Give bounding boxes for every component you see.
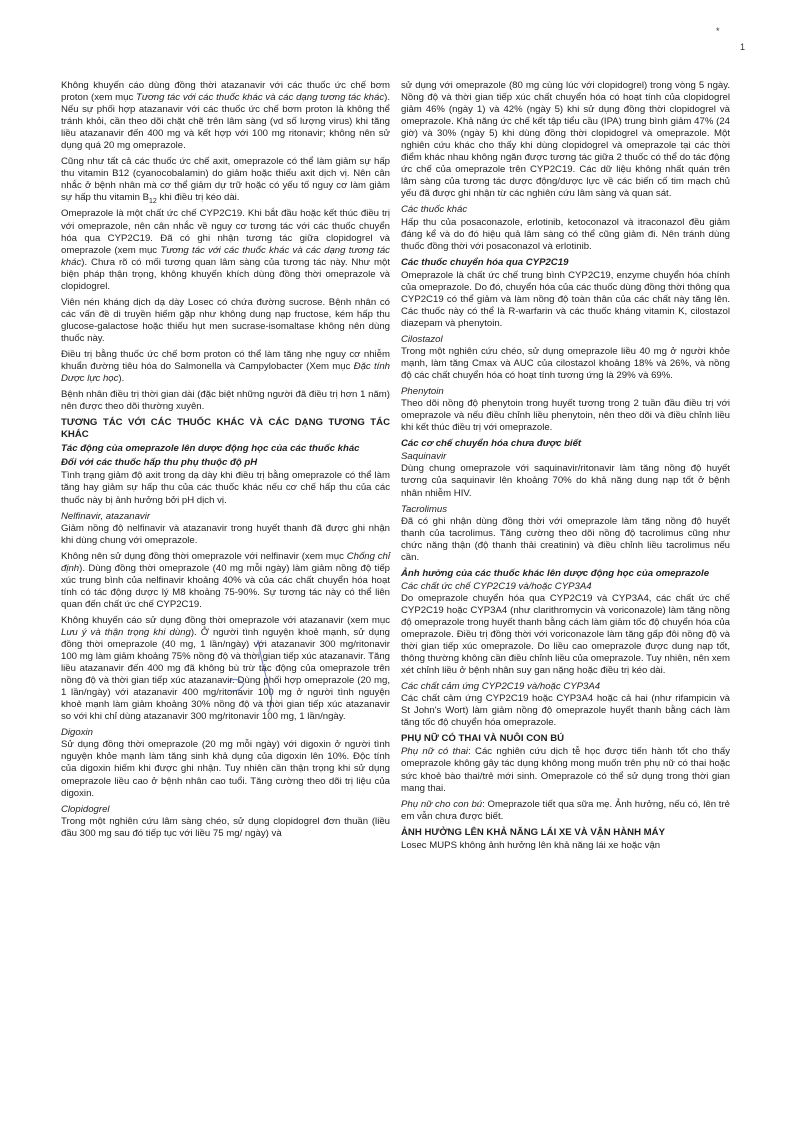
paragraph: Các chất cảm ứng CYP2C19 hoặc CYP3A4 hoặc cả hai (như rifampicin và St John's Wort) làm giảm nồng độ omeprazole huyết thanh bằng cách làm tăng tốc độ chuyển hóa omeprazole. [401,693,730,729]
paragraph: Giảm nồng độ nelfinavir và atazanavir trong huyết thanh đã được ghi nhận khi dùng chung với omeprazole. [61,522,390,546]
drug-subheading: Nelfinavir, atazanavir [61,510,151,522]
drug-subheading: Cilostazol [401,333,443,345]
paragraph: Theo dõi nồng độ phenytoin trong huyết tương trong 2 tuần đầu điều trị với omeprazole và nếu điều chỉnh liều phenytoin, nên theo dõi và điều chỉnh liều khi kết thúc điều trị với omeprazole. [401,398,730,434]
corner-mark-star: * [716,26,720,36]
paragraph: Cũng như tất cả các thuốc ức chế axit, omeprazole có thể làm giảm sự hấp thu vitamin B12 (cyanocobalamin) do giảm hoặc thiếu axit dịch vị. Nên cân nhắc ở bệnh nhân mà cơ thể giảm dự trữ hoặc có yếu tố nguy cơ làm giảm sự hấp thu vitamin $B_{12}$ khi điều trị kéo dài. [61,156,390,206]
paragraph: Không khuyến cáo dùng đồng thời atazanavir với các thuốc ức chế bơm proton (xem mục Tương tác với các thuốc khác và các dạng tương tác khác). Nếu sự phối hợp atazanavir với các thuốc ức chế bơm proton là không thể tránh khỏi, cần theo dõi chặt chẽ trên lâm sàng (vd số lượng virus) khi tăng liều atazanavir đến 400 mg và kết hợp với 100 mg ritonavir; không nên sử dụng quá 20 mg omeprazole. [61,80,390,152]
right-column [401,80,730,856]
paragraph: Omeprazole là chất ức chế trung bình CYP2C19, enzyme chuyển hóa chính của omeprazole. Do đó, chuyển hóa của các thuốc dùng đồng thời thông qua CYP2C19 có thể giảm và làm nồng độ toàn thân của các chất này tăng lên. Các thuốc này có thể là R-warfarin và các thuốc kháng vitamin K, cilostazol diazepam và phenytoin. [401,269,730,329]
paragraph: Không nên sử dụng đồng thời omeprazole với nelfinavir (xem mục Chống chỉ định). Dùng đồng thời omeprazole (40 mg mỗi ngày) làm giảm nồng độ tiếp xúc trung bình của nelfinavir khoảng 40% và của các chất chuyển hóa hoạt tính có tác động dược lý M8 khoảng 75-90%. Sự tương tác này có thể liên quan đến chất ức chế CYP2C19. [61,550,390,610]
drug-subheading: Các chất ức chế CYP2C19 và/hoặc CYP3A4 [401,580,592,592]
paragraph: Hấp thu của posaconazole, erlotinib, ketoconazol và itraconazol đều giảm đáng kể và do đó hiệu quả lâm sàng có thể cũng giảm đi. Nên tránh dùng thuốc đồng thời với posaconazol và erlotinib. [401,216,730,252]
section-heading: ẢNH HƯỞNG LÊN KHẢ NĂNG LÁI XE VÀ VẬN HÀNH MÁY [401,826,665,838]
paragraph: Bệnh nhân điều trị thời gian dài (đặc biệt những người đã điều trị hơn 1 năm) nên được theo dõi thường xuyên. [61,389,390,413]
paragraph: Phụ nữ có thai: Các nghiên cứu dịch tễ học được tiến hành tốt cho thấy omeprazole không gây tác dụng không mong muốn trên phụ nữ có thai hoặc sức khoẻ bào thai/trẻ mới sinh. Omeprazole có thể sử dụng trong thời gian mang thai. [401,746,730,794]
drug-subheading: Digoxin [61,727,93,739]
drug-subheading: Saquinavir [401,451,447,463]
paragraph: Do omeprazole chuyển hóa qua CYP2C19 và CYP3A4, các chất ức chế CYP2C19 hoặc CYP3A4 (như clarithromycin và voriconazole) làm tăng nồng độ omeprazole trong huyết thanh bằng cách làm giảm tốc độ chuyển hóa của omeprazole. Điều trị đồng thời với voriconazole làm tăng gấp đôi nồng độ và thời gian tiếp xúc omeprazole. Do liều cao omeprazole được dung nạp tốt, thông thường không cần điều chỉnh liều của omeprazole. Tuy nhiên, nên xem xét chỉnh liều ở bệnh nhân suy gan nặng hoặc điều trị kéo dài. [401,592,730,677]
drug-subheading: Các chất cảm ứng CYP2C19 và/hoặc CYP3A4 [401,681,601,693]
paragraph: Điều trị bằng thuốc ức chế bơm proton có thể làm tăng nhẹ nguy cơ nhiễm khuẩn đường tiêu hóa do Salmonella và Campylobacter (Xem mục Đặc tính Dược lực học). [61,348,390,385]
drug-subheading: Tacrolimus [401,503,448,515]
paragraph: Đã có ghi nhận dùng đồng thời với omeprazole làm tăng nồng độ huyết thanh của tacrolimus. Tăng cường theo dõi nồng độ tacrolimus cũng như chức năng thận (độ thanh thải creatinin) và điều chỉnh liều tacrolimus nếu cần. [401,515,730,563]
paragraph: Tình trạng giảm độ axit trong dạ dày khi điều trị bằng omeprazole có thể làm tăng hay giảm sự hấp thu của các thuốc khác nếu cơ chế hấp thu của các thuốc này bị ảnh hưởng bởi pH dịch vị. [61,470,390,506]
corner-mark-number: 1 [740,42,746,52]
paragraph: Trong một nghiên cứu lâm sàng chéo, sử dụng clopidogrel đơn thuần (liều đầu 300 mg sau đó tiếp tục với liều 75 mg/ ngày) và [61,815,390,839]
paragraph: Dùng chung omeprazole với saquinavir/ritonavir làm tăng nồng độ huyết tương của saquinavir lên khoảng 70% do khả năng dung nạp tốt ở bệnh nhân nhiễm HIV. [401,463,730,499]
section-heading: TƯƠNG TÁC VỚI CÁC THUỐC KHÁC VÀ CÁC DẠNG TƯƠNG TÁC KHÁC [61,417,390,441]
paragraph: Losec MUPS không ảnh hưởng lên khả năng lái xe hoặc vận [401,839,661,851]
subsection-heading: Các cơ chế chuyển hóa chưa được biết [401,438,582,450]
subsection-heading: Đối với các thuốc hấp thu phụ thuộc độ pH [61,457,258,469]
drug-subheading: Clopidogrel [61,803,110,815]
subsection-heading: Ảnh hưởng của các thuốc khác lên dược động học của omeprazole [401,567,710,579]
section-heading: PHỤ NỮ CÓ THAI VÀ NUÔI CON BÚ [401,733,565,745]
subsection-heading: Các thuốc chuyển hóa qua CYP2C19 [401,256,569,268]
paragraph: Sử dụng đồng thời omeprazole (20 mg mỗi ngày) với digoxin ở người tình nguyện khỏe mạnh làm tăng sinh khả dụng của digoxin lên 10%. Độc tính của digoxin hiếm khi được ghi nhận. Tuy nhiên cần thận trọng khi sử dụng omeprazole liều cao ở bệnh nhân cao tuổi. Tăng cường theo dõi trị liệu của digoxin. [61,739,390,799]
left-column [61,80,390,844]
drug-subheading: Các thuốc khác [401,204,468,216]
paragraph: Phụ nữ cho con bú: Omeprazole tiết qua sữa mẹ. Ảnh hưởng, nếu có, lên trẻ em vẫn chưa được biết. [401,798,730,822]
drug-subheading: Phenytoin [401,386,444,398]
paragraph: Viên nén kháng dịch dạ dày Losec có chứa đường sucrose. Bệnh nhân có các vấn đề di truyền hiếm gặp như không dung nạp fructose, kém hấp thu glucose-galactose hoặc thiếu hụt men sucrase-isomaltase không nên dùng thuốc này. [61,296,390,344]
paragraph: Trong một nghiên cứu chéo, sử dụng omeprazole liều 40 mg ở người khỏe mạnh, làm tăng Cmax và AUC của cilostazol khoảng 18% và 26%, và nồng độ các chất chuyển hóa có hoạt tính tương ứng là 29% và 69%. [401,345,730,382]
paragraph: Không khuyến cáo sử dụng đồng thời omeprazole với atazanavir (xem mục Lưu ý và thận trọng khi dùng). Ở người tình nguyện khoẻ mạnh, sử dụng đồng thời omeprazole (40 mg, 1 lần/ngày) với atazanavir 300 mg/ritonavir 100 mg làm giảm khoảng 75% nồng độ và thời gian tiếp xúc atazanavir. Tăng liều atazanavir đến 400 mg đã không bù trừ tác động của omeprazole trên nồng độ và thời gian tiếp xúc atazanavir. Dùng phối hợp omeprazole (20 mg, 1 lần/ngày) với atazanavir 400 mg/ritonavir 100 mg ở người tình nguyện khoẻ mạnh làm giảm khoảng 30% nồng độ và thời gian tiếp xúc atazanavir so với khi chỉ dùng atazanavir 300 mg/ritonavir 100 mg, 1 lần/ngày. [61,614,390,723]
paragraph: sử dụng với omeprazole (80 mg cùng lúc với clopidogrel) trong vòng 5 ngày. Nồng độ và thời gian tiếp xúc chất chuyển hóa có hoạt tính của clopidogrel giảm 46% (ngày 1) và 42% (ngày 5) khi sử dụng đồng thời clopidogrel và omeprazole. Khả năng ức chế kết tập tiểu cầu (IPA) trung bình giảm 47% (24 giờ) và 30% (ngày 5) khi dùng đồng thời clopidogrel và omeprazole. Một nghiên cứu khác cho thấy khi dùng clopidogrel và omeprazole tại các thời điểm khác nhau không ngăn được tương tác giữa 2 thuốc có thể do tác động ức chế của omeprazole trên CYP2C19. Các dữ liệu không nhất quán trên lâm sàng của tương tác dược động/dược lực về các biến cố tim mạch chủ yếu đã được ghi nhận từ các nghiên cứu lâm sàng và quan sát. [401,80,730,200]
subsection-heading: Tác động của omeprazole lên dược động học của các thuốc khác [61,443,360,455]
paragraph: Omeprazole là một chất ức chế CYP2C19. Khi bắt đầu hoặc kết thúc điều trị với omeprazole, nên cân nhắc về nguy cơ tương tác với các thuốc chuyển hóa qua CYP2C19. Đã có ghi nhận tương tác giữa clopidogrel và omeprazole (xem mục Tương tác với các thuốc khác và các dạng tương tác khác). Chưa rõ có mối tương quan lâm sàng của tương tác này. Như một biện pháp thận trọng, không khuyến khích dùng đồng thời omeprazole và clopidogrel. [61,208,390,292]
